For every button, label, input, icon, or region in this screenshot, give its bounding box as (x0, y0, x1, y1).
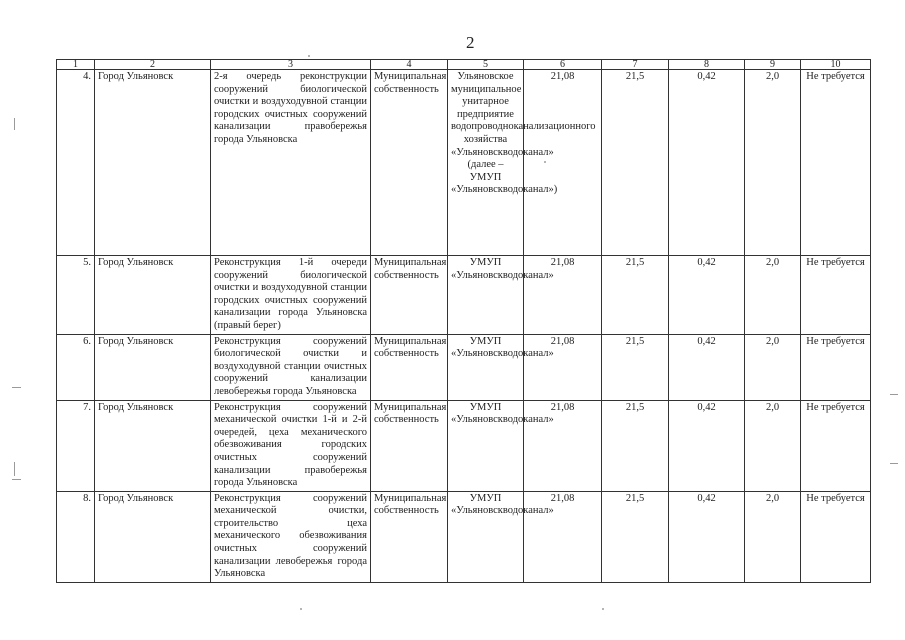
row-location: Город Ульяновск (95, 400, 211, 491)
row-operator: УМУП «Ульяновскводоканал» (448, 491, 524, 582)
row-location: Город Ульяновск (95, 491, 211, 582)
scan-dot (300, 608, 302, 610)
row-object: Реконструкция сооружений механической очистки 1-й и 2-й очередей, цеха механического обезвоживания городских очистных сооружений канализации правобережья города Ульяновска (211, 400, 371, 491)
row-operator: Ульяновское муниципальное унитарное предприятие водопроводноканализационного хозяйства «Ульяновскводоканал» (далее – УМУП «Ульяновскводоканал») (448, 70, 524, 256)
row-operator: УМУП «Ульяновскводоканал» (448, 334, 524, 400)
scan-dot (544, 161, 546, 163)
row-location: Город Ульяновск (95, 70, 211, 256)
row-note: Не требуется (801, 256, 871, 335)
row-value-9: 2,0 (745, 70, 801, 256)
row-operator: УМУП «Ульяновскводоканал» (448, 256, 524, 335)
header-cell: 3 (211, 60, 371, 70)
scan-mark (12, 479, 21, 480)
row-object: Реконструкция сооружений механической очистки, строительство цеха механического обезвоживания очистных сооружений канализации левобережья города Ульяновска (211, 491, 371, 582)
table-row (57, 70, 871, 256)
row-value-9: 2,0 (745, 334, 801, 400)
row-value-7: 21,5 (602, 491, 669, 582)
row-object: Реконструкция 1-й очереди сооружений биологической очистки и воздуходувной станции городских очистных сооружений канализации города Ульяновска (правый берег) (211, 256, 371, 335)
row-note: Не требуется (801, 70, 871, 256)
row-value-6: 21,08 (524, 70, 602, 256)
header-cell: 2 (95, 60, 211, 70)
row-number: 7. (57, 400, 95, 491)
row-ownership: Муниципальная собственность (371, 334, 448, 400)
row-ownership: Муниципальная собственность (371, 491, 448, 582)
row-value-7: 21,5 (602, 70, 669, 256)
scan-mark (890, 463, 898, 464)
scan-dot (602, 608, 604, 610)
table-row (57, 334, 871, 400)
row-number: 8. (57, 491, 95, 582)
row-note: Не требуется (801, 334, 871, 400)
projects-table (56, 59, 871, 583)
row-value-7: 21,5 (602, 256, 669, 335)
row-value-9: 2,0 (745, 400, 801, 491)
scan-mark (12, 387, 21, 388)
row-value-8: 0,42 (669, 400, 745, 491)
row-object: 2-я очередь реконструкции сооружений биологической очистки и воздуходувной станции городских очистных сооружений канализации правобережья города Ульяновска (211, 70, 371, 256)
row-number: 4. (57, 70, 95, 256)
row-value-8: 0,42 (669, 334, 745, 400)
row-value-6: 21,08 (524, 400, 602, 491)
row-value-6: 21,08 (524, 491, 602, 582)
row-value-6: 21,08 (524, 256, 602, 335)
row-ownership: Муниципальная собственность (371, 70, 448, 256)
row-location: Город Ульяновск (95, 256, 211, 335)
scan-mark (14, 118, 15, 130)
row-operator: УМУП «Ульяновскводоканал» (448, 400, 524, 491)
row-value-8: 0,42 (669, 256, 745, 335)
row-value-6: 21,08 (524, 334, 602, 400)
header-cell: 8 (669, 60, 745, 70)
row-value-9: 2,0 (745, 491, 801, 582)
row-value-9: 2,0 (745, 256, 801, 335)
row-note: Не требуется (801, 491, 871, 582)
row-value-7: 21,5 (602, 400, 669, 491)
row-number: 6. (57, 334, 95, 400)
scan-mark (890, 394, 898, 395)
table-row (57, 491, 871, 582)
page-number: 2 (466, 33, 475, 52)
header-cell: 9 (745, 60, 801, 70)
table-row (57, 256, 871, 335)
row-value-8: 0,42 (669, 491, 745, 582)
row-number: 5. (57, 256, 95, 335)
header-row (57, 60, 871, 70)
row-ownership: Муниципальная собственность (371, 256, 448, 335)
scan-mark (14, 462, 15, 476)
header-cell: 5 (448, 60, 524, 70)
row-ownership: Муниципальная собственность (371, 400, 448, 491)
row-location: Город Ульяновск (95, 334, 211, 400)
header-cell: 1 (57, 60, 95, 70)
row-object: Реконструкция сооружений биологической очистки и воздуходувной станции очистных сооружений канализации левобережья города Ульяновска (211, 334, 371, 400)
header-cell: 4 (371, 60, 448, 70)
row-note: Не требуется (801, 400, 871, 491)
header-cell: 6 (524, 60, 602, 70)
scan-dot (308, 55, 310, 57)
header-cell: 10 (801, 60, 871, 70)
table-row (57, 400, 871, 491)
header-cell: 7 (602, 60, 669, 70)
row-value-8: 0,42 (669, 70, 745, 256)
row-value-7: 21,5 (602, 334, 669, 400)
